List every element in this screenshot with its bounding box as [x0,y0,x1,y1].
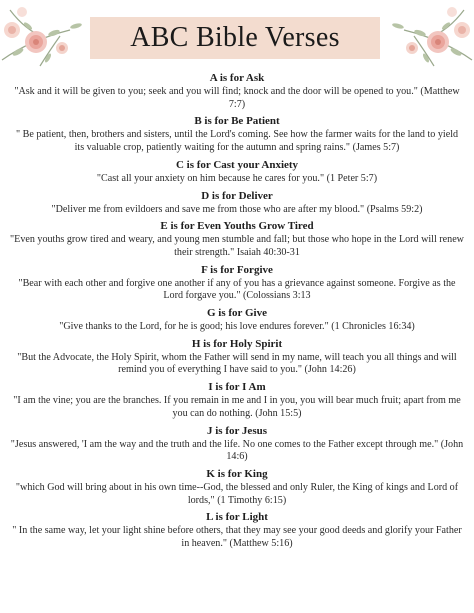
verse-heading: C is for Cast your Anxiety [175,158,299,171]
verse-heading: K is for King [206,467,268,480]
verse-text: " In the same way, let your light shine before others, that they may see your good deeds and glorify your Father in heaven." [12,525,462,549]
verse-entry-e [10,220,464,259]
verse-heading: G is for Give [207,307,267,320]
page-title: ABC Bible Verses [130,22,340,53]
verse-heading: H is for Holy Spirit [191,337,283,350]
verse-text-block [10,204,464,217]
verse-text-block [10,395,464,420]
verse-text: "Bear with each other and forgive one another if any of you has a grievance against someone. Forgive as the Lord forgave you." [18,277,456,302]
verse-reference: (Matthew 5:16) [229,537,293,549]
verse-entry-d [10,190,464,217]
verse-text: "Jesus answered, 'I am the way and the truth and the life. No one comes to the Father except through me." [10,438,439,450]
verse-entry-f [10,264,464,303]
verse-text: " Be patient, then, brothers and sisters, until the Lord's coming. See how the farmer waits for the land to yield its valuable crop, patiently waiting for the autumn and spring rains." [15,129,459,153]
verse-text-block [10,525,464,550]
verse-reference: (Psalms 59:2) [366,203,423,215]
verse-text-block [10,321,464,334]
verse-text: "I am the vine; you are the branches. If you remain in me and I in you, you will bear much fruit; apart from me you can do nothing. [13,395,461,419]
verse-heading: I is for I Am [208,381,266,394]
verse-text-block [10,352,464,377]
verse-heading: A is for Ask [209,72,265,84]
verse-text-block [10,278,464,303]
verse-text-block [10,482,464,507]
verse-reference: (1 Timothy 6:15) [217,494,287,506]
verse-heading: L is for Light [206,511,268,524]
floral-corner-left-icon [0,0,92,72]
verse-heading: E is for Even Youths Grow Tired [160,220,314,233]
verse-list [10,72,464,555]
verse-text: "Even youths grow tired and weary, and young men stumble and fall; but those who hope in the Lord will renew their strength." [10,234,464,258]
floral-corner-right-icon [382,0,474,72]
verse-text: "But the Advocate, the Holy Spirit, whom the Father will send in my name, will teach you all things and will remind you of everything I have said to you." [17,351,457,376]
verse-entry-g [10,307,464,334]
verse-reference: (Matthew 7:7) [228,86,460,110]
verse-text-block [10,439,464,464]
verse-entry-h [10,338,464,377]
verse-reference: Isaiah 40:30-31 [236,246,300,258]
verse-text: "Deliver me from evildoers and save me from those who are after my blood." [51,203,365,215]
verse-heading: J is for Jesus [207,424,267,437]
verse-entry-a [10,72,464,111]
verse-reference: (John 14:26) [304,364,356,376]
verse-text: "Ask and it will be given to you; seek and you will find; knock and the door will be opened to you." [14,86,418,97]
verse-reference: (John 15:5) [255,407,302,419]
verse-heading: B is for Be Patient [194,115,280,128]
verse-reference: (Colossians 3:13 [243,290,311,302]
verse-text-block [10,86,464,111]
verse-entry-l [10,511,464,550]
verse-heading: D is for Deliver [201,189,273,202]
verse-text-block [10,173,464,186]
verse-text: "Cast all your anxiety on him because he cares for you." [96,172,325,184]
verse-text-block [10,234,464,259]
verse-reference: (John 14:6) [226,438,464,463]
verse-reference: (1 Peter 5:7) [326,172,378,184]
verse-entry-c [10,159,464,186]
verse-reference: (James 5:7) [352,141,400,153]
verse-reference: (1 Chronicles 16:34) [331,321,415,333]
verse-entry-k [10,468,464,507]
verse-text-block [10,129,464,154]
verse-text: "which God will bring about in his own time--God, the blessed and only Ruler, the King of kings and Lord of lords," [15,481,459,506]
verse-entry-j [10,425,464,464]
verse-text: "Give thanks to the Lord, for he is good; his love endures forever." [59,321,329,333]
verse-entry-b [10,115,464,154]
title-banner [90,17,380,59]
verse-heading: F is for Forgive [201,263,273,276]
verse-entry-i [10,381,464,420]
